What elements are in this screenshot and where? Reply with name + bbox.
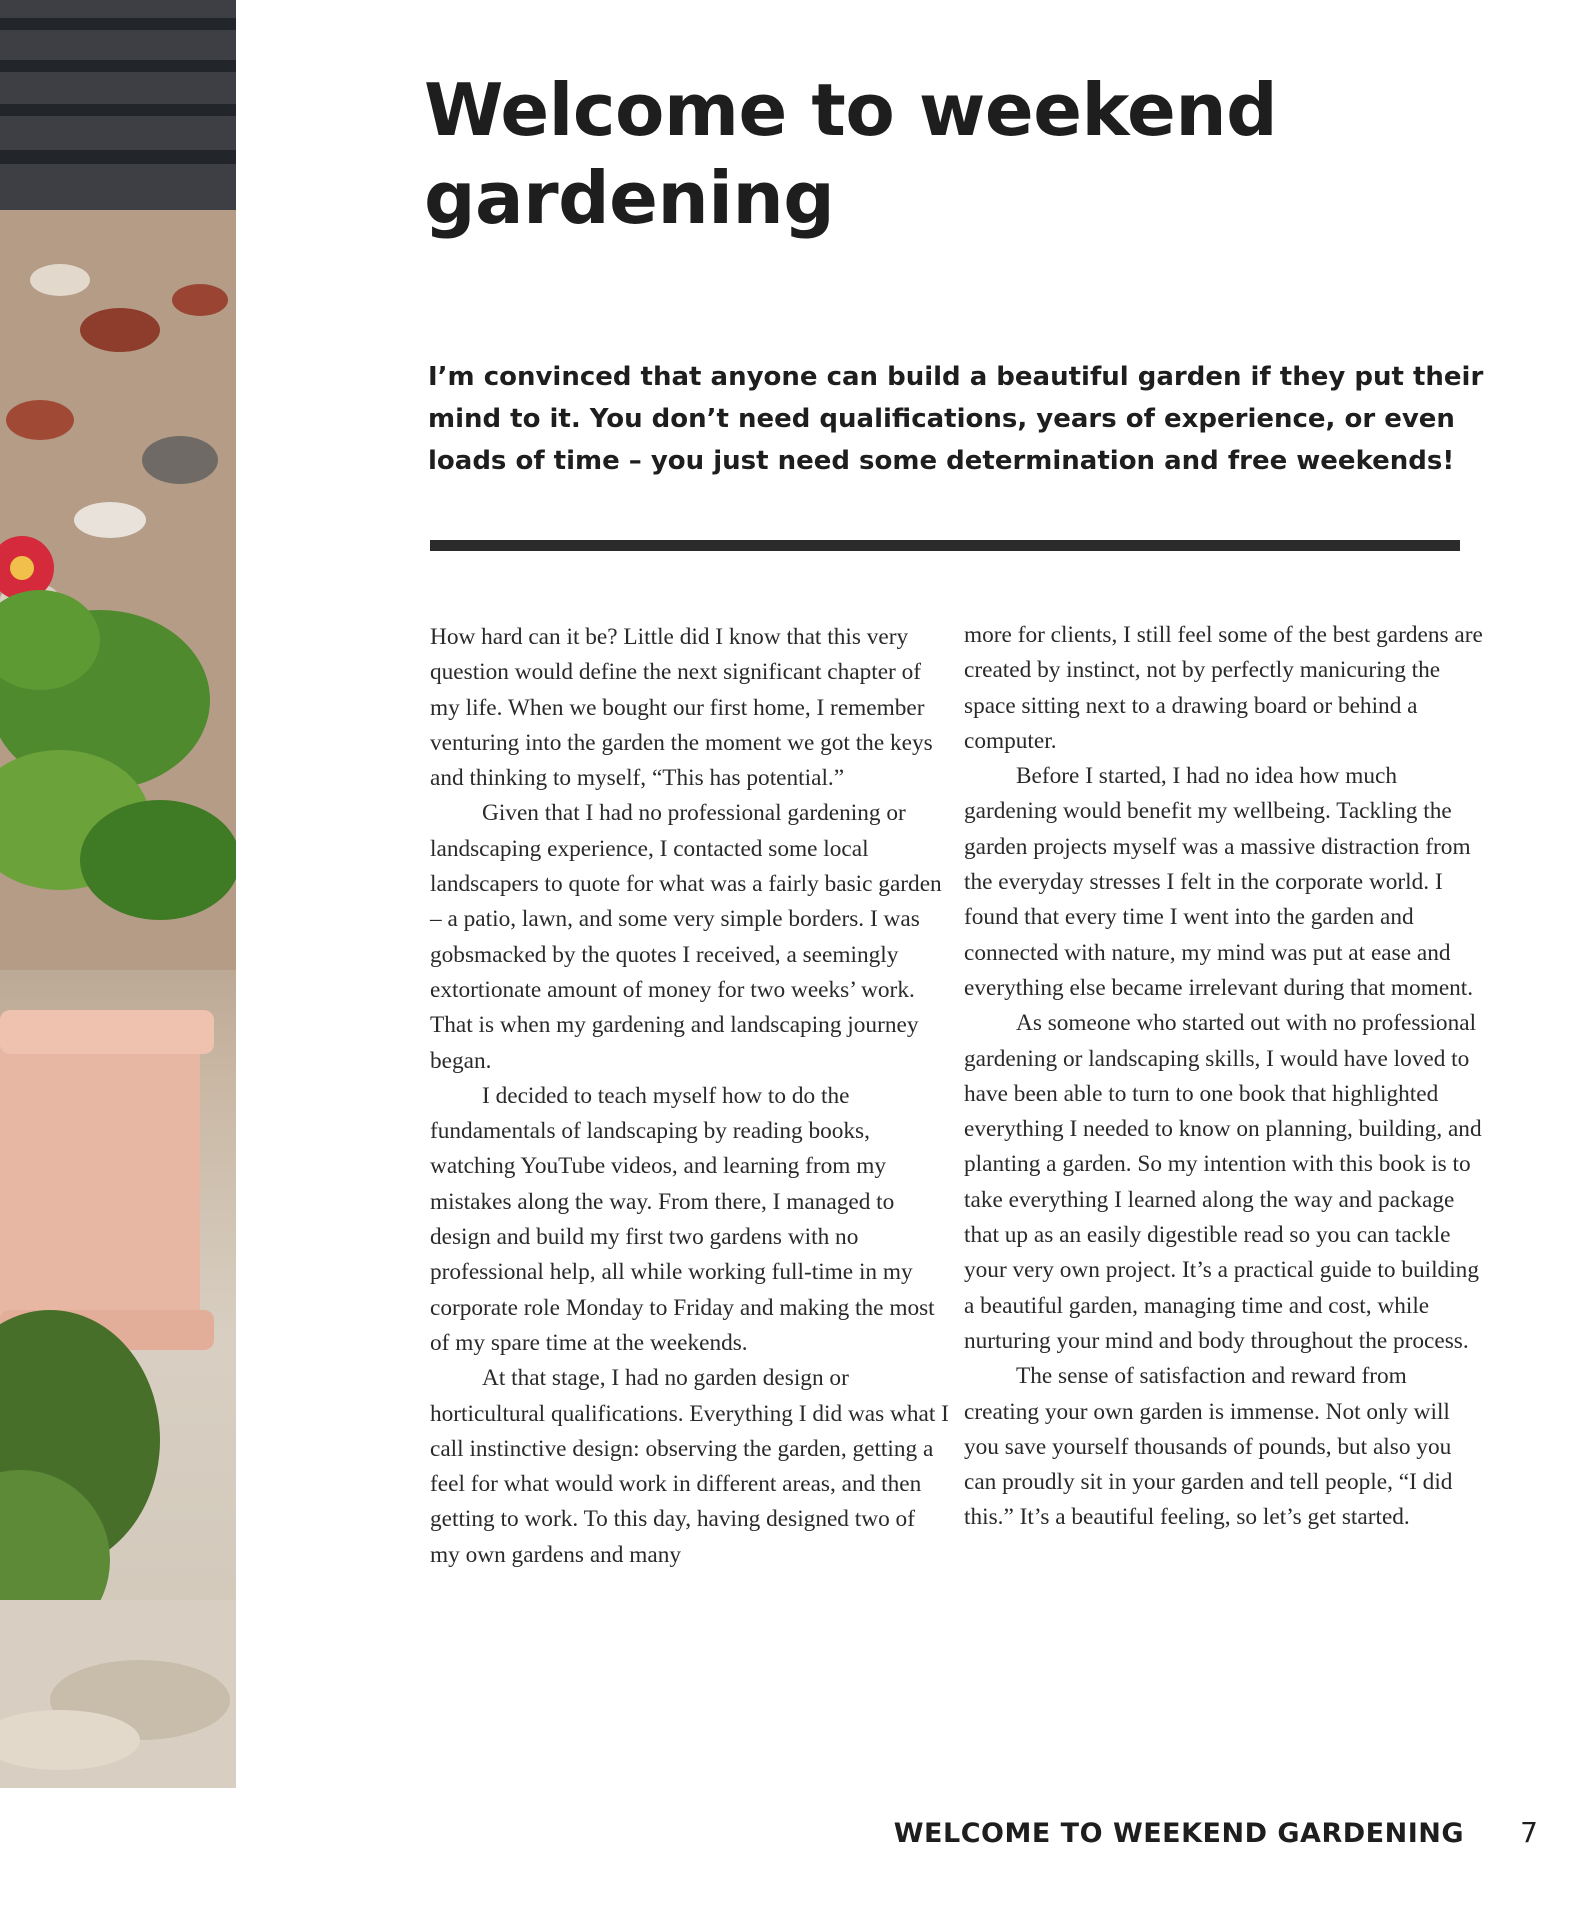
body-paragraph: Given that I had no professional gardening or landscaping experience, I contacted some local landscapers to quote for what was a fairly basic garden – a patio, lawn, and some very simple borders. I was gobsmacked by the quotes I received, a seemingly extortionate amount of money for two weeks’ work. That is when my gardening and landscaping journey began.	[430, 800, 942, 1074]
body-paragraph: As someone who started out with no professional gardening or landscaping skills, I would have loved to have been able to turn to one book that highlighted everything I needed to know on planning, building, and planting a garden. So my intention with this book is to take everything I learned along the way and package that up as an easily digestible read so you can tackle your very own project. It’s a practical guide to building a beautiful garden, managing time and cost, while nurturing your mind and body throughout the process.	[964, 1010, 1482, 1354]
body-column-left	[430, 620, 950, 1573]
page-number: 7	[1520, 1816, 1538, 1849]
body-paragraph: At that stage, I had no garden design or horticultural qualifications. Everything I did was what I call instinctive design: observing the garden, getting a feel for what would work in different areas, and then getting to work. To this day, having designed two of my own gardens and many	[430, 1365, 949, 1568]
body-paragraph: The sense of satisfaction and reward from creating your own garden is immense. Not only will you save yourself thousands of pounds, but also you can proudly sit in your garden and tell people, “I did this.” It’s a beautiful feeling, so let’s get started.	[964, 1363, 1453, 1531]
garden-photo	[0, 0, 236, 1788]
garden-photo-art	[0, 0, 236, 1788]
body-paragraph: more for clients, I still feel some of the best gardens are created by instinct, not by perfectly manicuring the space sitting next to a drawing board or behind a computer.	[964, 622, 1483, 754]
divider-rule	[430, 540, 1460, 551]
body-column-right	[964, 618, 1484, 1536]
body-paragraph: I decided to teach myself how to do the fundamentals of landscaping by reading books, watching YouTube videos, and learning from my mistakes along the way. From there, I managed to design and build my first two gardens with no professional help, all while working full-time in my corporate role Monday to Friday and making the most of my spare time at the weekends.	[430, 1082, 935, 1356]
intro-paragraph: I’m convinced that anyone can build a beautiful garden if they put their mind to it. You don’t need qualifications, years of experience, or even loads of time – you just need some determination and free weekends!	[428, 362, 1484, 476]
body-paragraph: How hard can it be? Little did I know that this very question would define the next significant chapter of my life. When we bought our first home, I remember venturing into the garden the moment we got the keys and thinking to myself, “This has potential.”	[430, 624, 933, 792]
running-footer-title: WELCOME TO WEEKEND GARDENING	[893, 1818, 1464, 1849]
body-paragraph: Before I started, I had no idea how much gardening would benefit my wellbeing. Tackling the garden projects myself was a massive distraction from the everyday stresses I felt in the corporate world. I found that every time I went into the garden and connected with nature, my mind was put at ease and everything else became irrelevant during that moment.	[964, 763, 1474, 1001]
page-title: Welcome to weekend gardening	[424, 68, 1278, 240]
